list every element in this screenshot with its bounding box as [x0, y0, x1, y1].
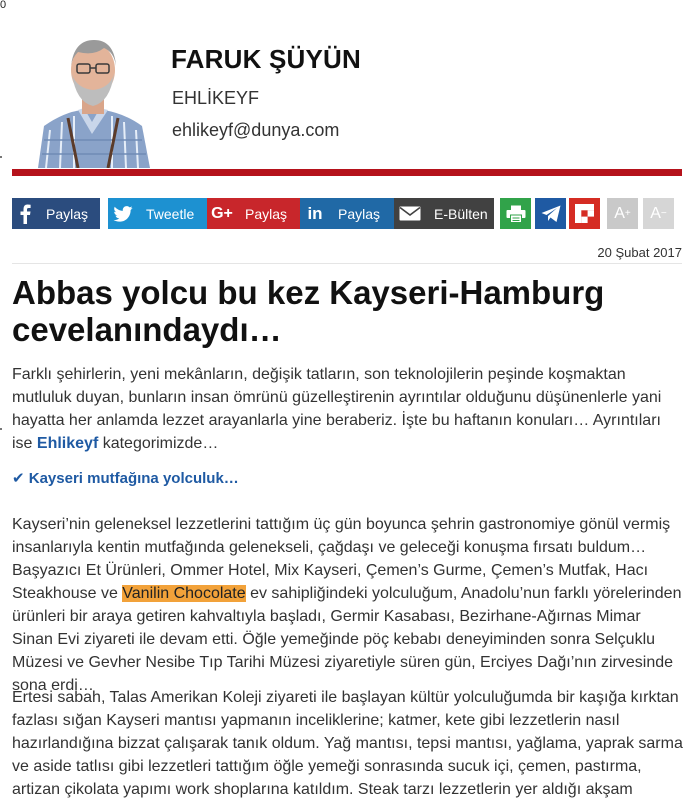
flipboard-share-button[interactable]: [569, 198, 600, 229]
facebook-share-button[interactable]: [12, 198, 100, 229]
telegram-share-button[interactable]: [535, 198, 566, 229]
accent-bar: [12, 169, 682, 176]
plus-icon: +: [624, 208, 631, 219]
paragraph-1-start: Kayseri’nin geleneksel lezzetlerini tattığım üç gün boyunca şehrin gastronomiye gönül vermiş insanlarıyla kentin mutfağında geleneksel​i, çağdaşı ve geleceği konuşma fırsatı buldum… Başyazıcı Et Ürünleri, Ommer Hotel, Mix Kayseri, Çemen’s Gurme, Çemen’s Mutfak, Hacı Steakhouse ve: [12, 516, 671, 602]
google-plus-share-button[interactable]: [207, 198, 308, 229]
author-category: EHLİKEYF: [172, 88, 260, 108]
minus-icon: −: [660, 208, 667, 219]
paragraph-1-end: ev sahipliğindeki yolculuğum, Anadolu’nun farklı yörelerinden ürünleri bir araya getiren kahvaltıyla başladı, Germir Kasabası, Bezirhane-Ağırnas Mimar Sinan Evi ziyareti ile devam etti. Öğle yemeğinde pöç kebabı deneyiminden sonra Selçuklu Müzesi ve Gevher Nesibe Tıp Tarihi Müzesi ziyaretiyle süren gün, Erciyes Dağı’nın zirvesinde sona erdi…: [12, 585, 682, 694]
divider: [12, 263, 682, 264]
linkedin-share-label: Paylaş: [338, 205, 381, 222]
linkedin-share-button[interactable]: [300, 198, 401, 229]
linkedin-icon: in: [307, 203, 323, 223]
article-paragraph-1: [12, 513, 684, 697]
font-increase-button[interactable]: [607, 198, 638, 229]
google-plus-icon: G+: [211, 204, 233, 222]
flipboard-icon: [575, 198, 594, 229]
twitter-icon: [108, 198, 138, 229]
left-edge-marks: [0, 0, 3, 801]
article-intro: [12, 363, 684, 455]
font-increase-label: A: [614, 204, 625, 222]
highlighted-term[interactable]: Vanilin Chocolate: [122, 585, 246, 602]
ehlikeyf-link[interactable]: Ehlikeyf: [36, 435, 99, 452]
print-button[interactable]: [500, 198, 531, 229]
twitter-share-label: Tweetle: [146, 205, 195, 222]
intro-tail: kategorimizde…: [98, 435, 219, 452]
author-name: FARUK ŞÜYÜN: [171, 44, 361, 74]
article-paragraph-2: Ertesi sabah, Talas Amerikan Koleji ziyareti ile başlayan kültür yolculuğumda bir kaşığa kırktan fazlası sığan Kayseri mantısı yapmanın inceliklerine; katmer, kete gibi lezzetlerin nasıl hazırlandığına bizzat çalışarak tanık oldum. Yağ mantısı, tepsi mantısı, yağlama, yaprak sarma ve aside tatlısı gibi lezzetleri tattığım öğle yemeği sonrasında sucuk içi, çemen, pastırma, artizan çikolata yapımı work shoplarına katıldım. Steak tarzı lezzetlerin yer aldığı akşam: [12, 689, 683, 798]
telegram-icon: [541, 198, 561, 229]
font-decrease-label: A: [650, 204, 661, 222]
twitter-share-button[interactable]: [108, 198, 213, 229]
article-date: 20 Şubat 2017: [597, 245, 682, 260]
font-decrease-button[interactable]: [643, 198, 674, 229]
google-plus-share-label: Paylaş: [245, 205, 288, 222]
author-email[interactable]: ehlikeyf@dunya.com: [172, 120, 340, 140]
ebulten-button[interactable]: [394, 198, 494, 229]
share-toolbar: [12, 198, 684, 229]
printer-icon: [506, 198, 526, 229]
author-photo: [34, 30, 152, 168]
article-title: Abbas yolcu bu kez Kayseri-Hamburg cevelanındaydı…: [12, 274, 605, 348]
facebook-share-label: Paylaş: [46, 205, 89, 222]
intro-text: Farklı şehirlerin, yeni mekânların, değişik tatların, son teknolojilerin peşinde koşmaktan mutluluk duyan, bunların insan ömrünü güzelleştirenin ayrıntılar olduğunu düşünenlerle yani hayatta her anlamda lezzet arayanlarla yine beraberiz. İşte bu haftanın konuları… Ayrıntıları ise: [12, 366, 662, 452]
ebulten-label: E-Bülten: [434, 205, 488, 222]
author-box: [12, 26, 682, 172]
facebook-icon: [12, 198, 38, 229]
section-heading: ✔ Kayseri mutfağına yolculuk…: [12, 470, 239, 487]
envelope-icon: [394, 198, 426, 229]
corner-glyph: 0: [0, 0, 7, 11]
